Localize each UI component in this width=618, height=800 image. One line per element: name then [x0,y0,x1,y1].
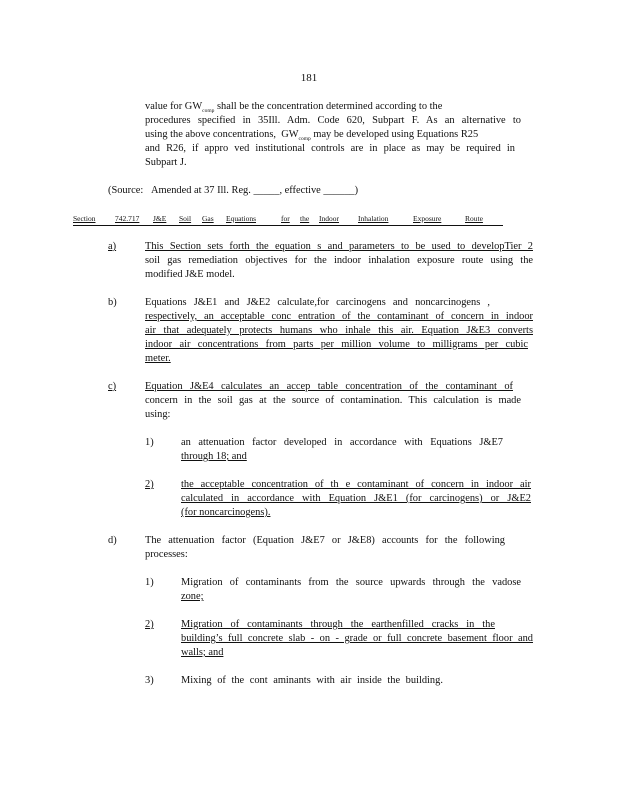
item-label: c) [108,381,117,392]
heading-word: Gas [202,214,214,223]
item-label: b) [108,297,117,308]
heading-word: the [300,214,310,223]
item-d3-line-1: Mixing of the cont aminants with air inside the building. [181,675,443,686]
sub-item-label: 2) [145,619,154,630]
item-b-line-1: Equations J&E1 and J&E2 calculate,for carcinogens and noncarcinogens , [145,297,490,308]
item-c1-line-1: an attenuation factor developed in accordance with Equations J&E7 [181,437,503,448]
item-b-line-2: respectively, an acceptable conc entration of the contaminant of concern in indoor [145,311,533,322]
heading-word: Exposure [413,214,442,223]
sub-item-label: 1) [145,577,154,588]
item-c2-line-1: the acceptable concentration of th e contaminant of concern in indoor air [181,479,531,490]
source-note: (Source: Amended at 37 Ill. Reg. _____, effective ______) [108,185,359,196]
item-c2-line-3: (for noncarcinogens). [181,507,271,518]
item-d2-line-1: Migration of contaminants through the earthenfilled cracks in the [181,619,495,630]
item-b-line-3: air that adequately protects humans who inhale this air. Equation J&E3 converts [145,325,533,336]
section-heading [73,214,503,226]
intro-line-1: value for $GW_{comp}$ shall be the concentration determined according to the [145,101,443,115]
item-d-line-1: The attenuation factor (Equation J&E7 or J&E8) accounts for the following [145,535,505,546]
item-b-line-5: meter. [145,353,171,364]
item-c2-line-2: calculated in accordance with Equation J&E1 (for carcinogens) or J&E2 [181,493,531,504]
item-b-line-4: indoor air concentrations from parts per million volume to milligrams per cubic [145,339,528,350]
section-label: Section [73,214,96,223]
sub-item-label: 1) [145,437,154,448]
page-number: 181 [300,72,318,84]
item-d2-line-2: building’s full concrete slab - on - grade or full concrete basement floor and [181,633,533,644]
item-a-line-1: This Section sets forth the equation s and parameters to be used to developTier 2 [145,241,533,252]
item-d2-line-3: walls; and [181,647,224,658]
heading-word: Soil [179,214,192,223]
item-a-line-2: soil gas remediation objectives for the indoor inhalation exposure route using the [145,255,533,266]
heading-word: Inhalation [358,214,389,223]
item-c1-line-2: through 18; and [181,451,247,462]
item-c-line-3: using: [145,409,171,420]
heading-word: Indoor [319,214,339,223]
item-d1-line-2: zone; [181,591,204,602]
item-c-line-2: concern in the soil gas at the source of contamination. This calculation is made [145,395,521,406]
item-d1-line-1: Migration of contaminants from the source upwards through the vadose [181,577,521,588]
intro-line-3: using the above concentrations, $GW_{comp}$ may be developed using Equations R25 [145,129,479,143]
heading-word: Route [465,214,483,223]
section-number: 742.717 [115,214,140,223]
sub-item-label: 3) [145,675,154,686]
item-label: a) [108,241,117,252]
heading-word: J&E [153,214,167,223]
item-d-line-2: processes: [145,549,188,560]
sub-item-label: 2) [145,479,154,490]
item-label: d) [108,535,117,546]
intro-line-5: Subpart J. [145,157,187,168]
item-c-line-1: Equation J&E4 calculates an accep table concentration of the contaminant of [145,381,513,392]
item-a-line-3: modified J&E model. [145,269,235,280]
heading-word: for [281,214,290,223]
intro-line-4: and R26, if appro ved institutional controls are in place as may be required in [145,143,515,154]
intro-line-2: procedures specified in 35Ill. Adm. Code 620, Subpart F. As an alternative to [145,115,521,126]
heading-word: Equations [226,214,256,223]
